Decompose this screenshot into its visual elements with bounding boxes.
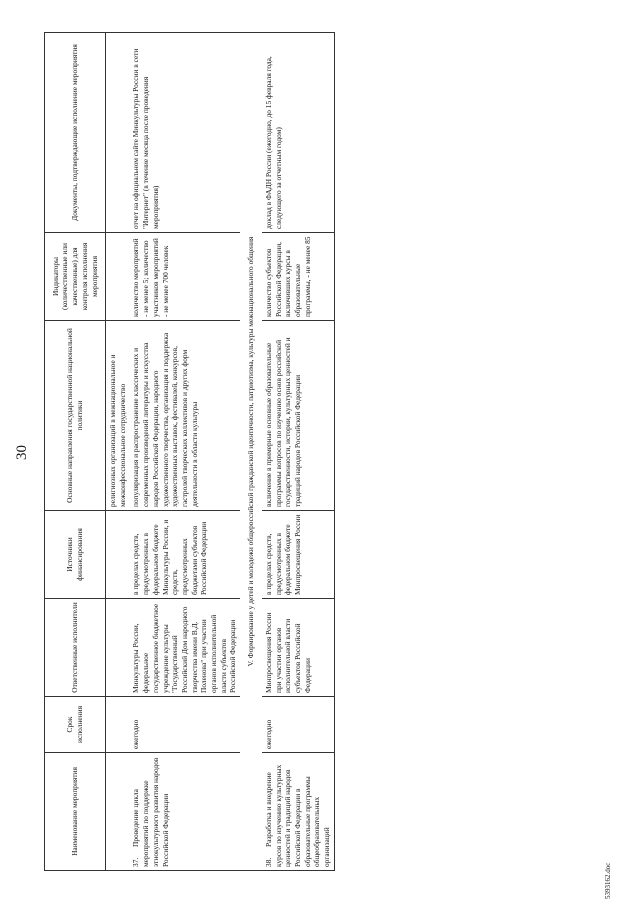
header-name: Наименование мероприятия	[45, 753, 106, 871]
page-number: 30	[14, 445, 30, 460]
cell-empty	[106, 599, 130, 697]
section-heading-row	[240, 33, 262, 871]
table-row	[129, 33, 240, 871]
cell-empty	[106, 233, 130, 321]
row-name: Разработка и внедрение курсов по изучению культурных ценностей и традиций народов Российской Федерации в образовательные программы общеобразовательных организаций	[263, 764, 332, 867]
cell-documents: доклад в ФАДН России (ежегодно, до 15 февраля года, следующего за отчетным годом)	[262, 33, 334, 233]
action-plan-table	[44, 32, 335, 871]
table-header-row	[45, 33, 106, 871]
cell-documents: отчет на официальном сайте Минкультуры России в сети "Интернет" (в течение месяца после проведения мероприятия)	[129, 33, 240, 233]
cell-name	[262, 753, 334, 871]
cell-indicators: количество мероприятий - не менее 5; количество участников мероприятий - не менее 700 человек	[129, 233, 240, 321]
header-indicators: Индикаторы (количественные или качественные) для контроля исполнения мероприятия	[45, 233, 106, 321]
header-funding: Источники финансирования	[45, 511, 106, 599]
row-number: 38.	[263, 857, 273, 867]
cell-empty	[106, 33, 130, 233]
header-executors: Ответственные исполнители	[45, 599, 106, 697]
header-direction: Основные направления государственной национальной политики	[45, 321, 106, 511]
cell-direction-continued: религиозных организаций в межнациональное и межконфессиональное сотрудничество	[106, 321, 130, 511]
cell-funding: в пределах средств, предусмотренных в федеральном бюджете Минкультуры России, и средств, предусмотренных бюджетами субъектов Российской Федерации	[129, 511, 240, 599]
table-row-continuation	[106, 33, 130, 871]
document-file-id: 5393162.doc	[604, 862, 612, 899]
row-name: Проведение цикла мероприятий по поддержке этнокультурного развития народов Российской Федерации	[131, 757, 170, 867]
row-number: 37.	[131, 857, 141, 867]
cell-name	[129, 753, 240, 871]
cell-empty	[106, 697, 130, 753]
cell-empty	[106, 753, 130, 871]
cell-executors: Минпросвещения России при участии органов исполнительной власти субъектов Российской Федерации	[262, 599, 334, 697]
cell-empty	[106, 511, 130, 599]
cell-funding: в пределах средств, предусмотренных в федеральном бюджете Минпросвещения России	[262, 511, 334, 599]
cell-indicators: количество субъектов Российской Федерации, включивших курсы в образовательные программы, - не менее 85	[262, 233, 334, 321]
cell-term: ежегодно	[129, 697, 240, 753]
table-row	[262, 33, 334, 871]
header-documents: Документы, подтверждающие исполнение мероприятия	[45, 33, 106, 233]
section-title: V. Формирование у детей и молодежи общероссийской гражданской идентичности, патриотизма, культуры межнационального общения	[240, 33, 262, 871]
header-term: Срок исполнения	[45, 697, 106, 753]
cell-term: ежегодно	[262, 697, 334, 753]
cell-executors: Минкультуры России, федеральное государственное бюджетное учреждение культуры "Государственный Российский Дом народного творчества имени В.Д. Поленова" при участии органов исполнительной власти субъектов Российской Федерации	[129, 599, 240, 697]
cell-direction: включение в примерные основные образовательные программы вопросов по изучению основ российской государственности, истории, культурных ценностей и традиций народов Российской Федерации	[262, 321, 334, 511]
cell-direction: популяризация и распространение классических и современных произведений литературы и искусства народов Российской Федерации, народного художественного творчества, организация и поддержка художественных выставок, фестивалей, конкурсов, гастролей творческих коллективов и других форм деятельности в области культуры	[129, 321, 240, 511]
